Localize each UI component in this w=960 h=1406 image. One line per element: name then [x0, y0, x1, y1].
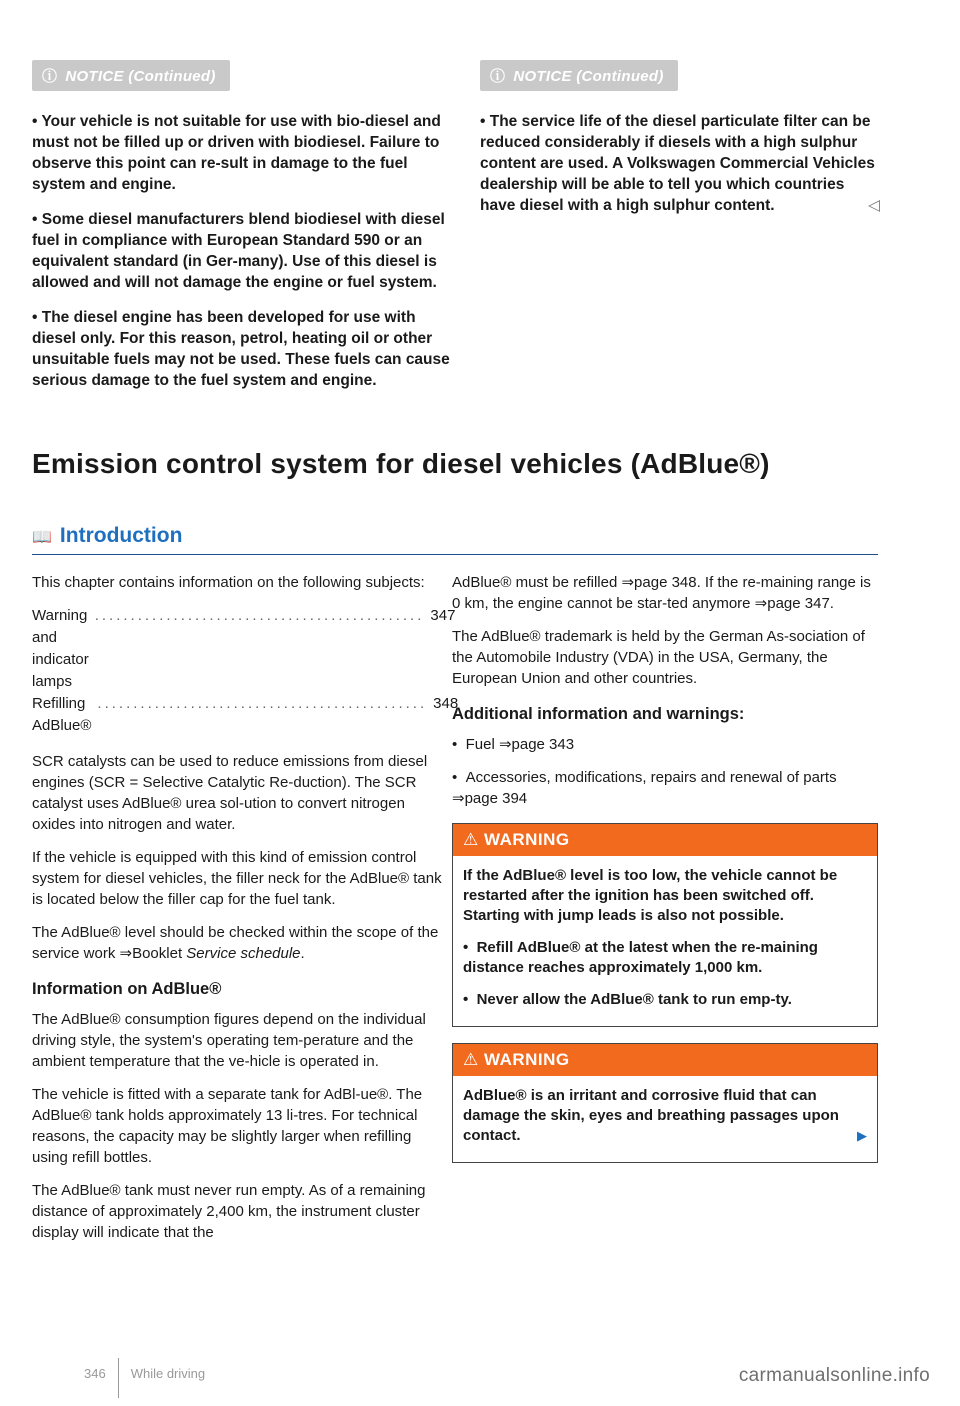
warning-triangle-icon: ⚠ [463, 1050, 479, 1069]
additional-item-1: • Fuel ⇒page 343 [452, 736, 575, 753]
info-paragraph-3: The AdBlue® tank must never run empty. As of a remaining distance of approximately 2,400 km, the instrument cluster display will indicate that the [32, 1182, 426, 1241]
right-paragraph-2: The AdBlue® trademark is held by the German As-sociation of the Automobile Industry (VDA) in the USA, Germany, the European Union and other countries. [452, 628, 865, 687]
warning-box-2 [452, 1043, 878, 1163]
book-icon: 📖 [32, 529, 52, 546]
page-number: 346 [84, 1366, 106, 1381]
notice-tag-right: ⓘ NOTICE (Continued) [480, 60, 678, 91]
info-paragraph-1: The AdBlue® consumption figures depend on the individual driving style, the system's operating tem-perature and the ambient temperature that the ve-hicle is operated in. [32, 1011, 426, 1070]
info-paragraph-2: The vehicle is fitted with a separate tank for AdBl-ue®. The AdBlue® tank holds approximately 13 li-tres. For technical reasons, the capacity may be slightly larger when refilling using refill bottles. [32, 1086, 423, 1166]
toc-item[interactable]: Refilling AdBlue® .............................................. 348 [32, 695, 459, 734]
warning-triangle-icon: ⚠ [463, 830, 479, 849]
notice-bullet-1: • Your vehicle is not suitable for use with bio-diesel and must not be filled up or driven with biodiesel. Failure to observe this point can re-sult in damage to the fuel system and engine. [32, 113, 441, 193]
intro-heading: 📖 Introduction [32, 524, 878, 555]
intro-paragraph-2: If the vehicle is equipped with this kind of emission control system for diesel vehicles, the filler neck for the AdBlue® tank is located below the filler cap for the fuel tank. [32, 849, 442, 908]
circle-info-icon: ⓘ [42, 68, 58, 85]
intro-paragraph-1: SCR catalysts can be used to reduce emissions from diesel engines (SCR = Selective Catalytic Re-duction). The SCR catalyst uses AdBlue® urea sol-ution to convert nitrogen oxides into nitrogen and water. [32, 753, 428, 833]
warning-box-1 [452, 823, 878, 1027]
warning-intro: If the AdBlue® level is too low, the vehicle cannot be restarted after the ignition has been switched off. Starting with jump leads is also not possible. [463, 867, 838, 924]
left-column [32, 572, 459, 1255]
continue-arrow-icon: ▶ [857, 1128, 867, 1143]
warning-header: ⚠ WARNING [453, 824, 877, 856]
info-heading: Information on AdBlue® [32, 980, 222, 998]
right-paragraph-1: AdBlue® must be refilled ⇒page 348. If the re-maining range is 0 km, the engine cannot be star-ted anymore ⇒page 347. [452, 574, 871, 612]
page-title: Emission control system for diesel vehicles (AdBlue®) [32, 448, 770, 479]
notice-right [480, 60, 880, 230]
notice-left [32, 60, 452, 405]
notice-bullet-2: • Some diesel manufacturers blend biodiesel with diesel fuel in compliance with European Standard 590 or an equivalent standard (in Ger-many). Use of this diesel is allowed and will not damage the engine or fuel system. [32, 211, 445, 291]
warning-header: ⚠ WARNING [453, 1044, 877, 1076]
notice-tag-left: ⓘ NOTICE (Continued) [32, 60, 230, 91]
warning-item: • Never allow the AdBlue® tank to run emp-ty. [463, 991, 792, 1008]
end-of-section-icon: ◁ [868, 197, 880, 214]
page-footer [84, 1366, 205, 1406]
warning-text: AdBlue® is an irritant and corrosive fluid that can damage the skin, eyes and breathing passages upon contact. ▶ [463, 1087, 867, 1144]
intro-paragraph-3: The AdBlue® level should be checked within the scope of the service work ⇒Booklet Service schedule. [32, 924, 439, 962]
intro-text: This chapter contains information on the following subjects: [32, 574, 425, 591]
watermark: carmanualsonline.info [738, 1365, 930, 1386]
additional-item-2: • Accessories, modifications, repairs and renewal of parts ⇒page 394 [452, 769, 837, 807]
additional-info-heading: Additional information and warnings: [452, 705, 745, 723]
right-column [452, 572, 878, 1179]
notice-bullet-4: • The service life of the diesel particulate filter can be reduced considerably if diesels with a high sulphur content are used. A Volkswagen Commercial Vehicles dealership will be able to tell you which countries have diesel with a high sulphur content. ◁ [480, 113, 880, 214]
notice-bullet-3: • The diesel engine has been developed for use with diesel only. For this reason, petrol, heating oil or other unsuitable fuels may not be used. These fuels can cause serious damage to the fuel system and engine. [32, 309, 450, 389]
circle-info-icon: ⓘ [490, 68, 506, 85]
section-name: While driving [130, 1366, 206, 1381]
warning-item: • Refill AdBlue® at the latest when the re-maining distance reaches approximately 1,000 km. [463, 939, 818, 976]
toc-item[interactable]: Warning and indicator lamps .............................................. 347 [32, 607, 456, 690]
